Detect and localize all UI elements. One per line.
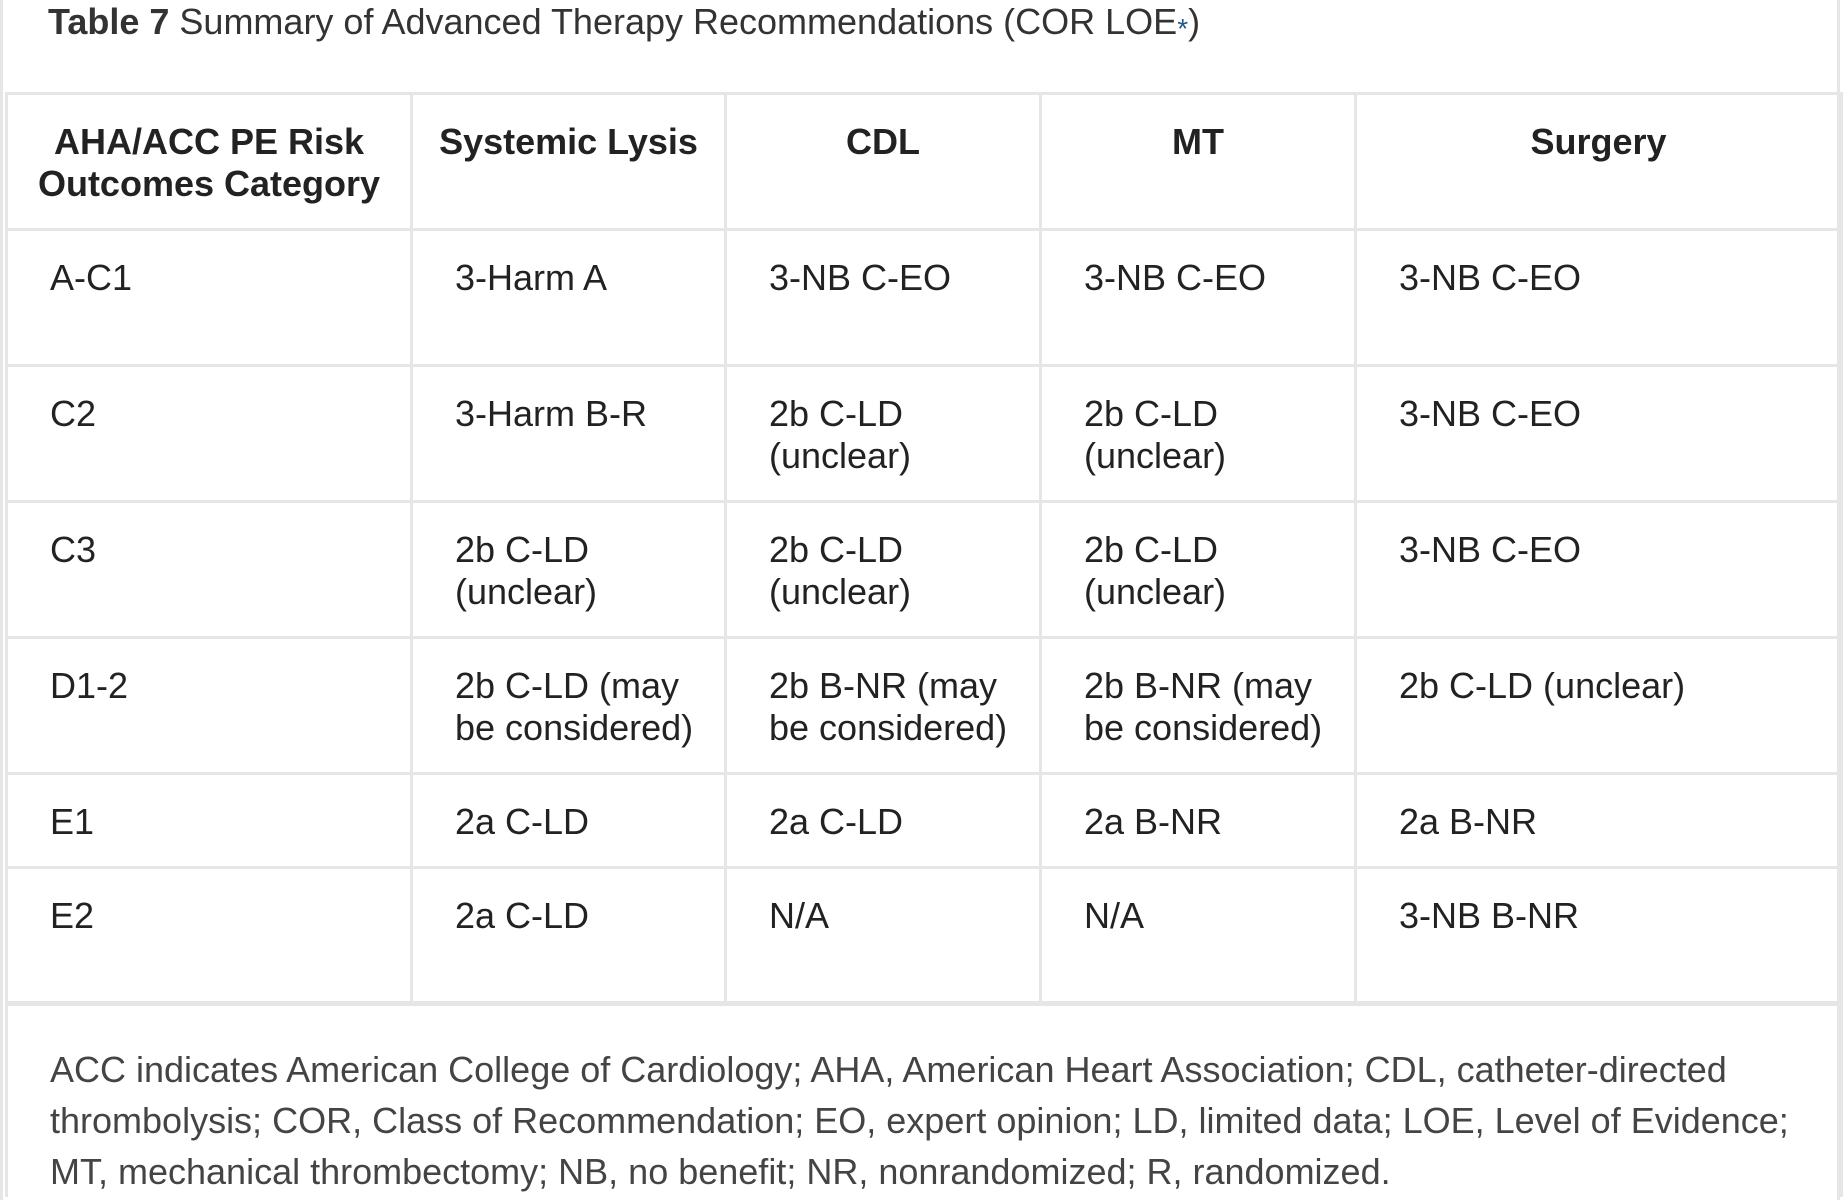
- table-footnote-row: [7, 1004, 1842, 1198]
- cell-systemic-lysis: 3-Harm A: [412, 230, 726, 366]
- cell-surgery: 3-NB C-EO: [1356, 366, 1842, 502]
- cell-mt: 2b C-LD (unclear): [1041, 502, 1356, 638]
- header-systemic-lysis: Systemic Lysis: [412, 94, 726, 230]
- recommendations-table: [5, 92, 1843, 1197]
- cell-systemic-lysis: 2b C-LD (unclear): [412, 502, 726, 638]
- cell-mt: 2b B-NR (may be considered): [1041, 638, 1356, 774]
- header-mt: MT: [1041, 94, 1356, 230]
- cell-systemic-lysis: 2a C-LD: [412, 868, 726, 1004]
- cell-category: E2: [7, 868, 412, 1004]
- table-row: [7, 502, 1842, 638]
- cell-surgery: 3-NB B-NR: [1356, 868, 1842, 1004]
- table-footnote: ACC indicates American College of Cardiology; AHA, American Heart Association; CDL, catheter-directed thrombolysis; COR, Class of Recommendation; EO, expert opinion; LD, limited data; LOE, Level of Evidence; MT, mechanical thrombectomy; NB, no benefit; NR, nonrandomized; R, randomized.: [7, 1004, 1842, 1198]
- table-title: Summary of Advanced Therapy Recommendations (COR LOE: [179, 1, 1178, 42]
- cell-cdl: 2b C-LD (unclear): [726, 366, 1041, 502]
- cell-mt: 2a B-NR: [1041, 774, 1356, 868]
- cell-surgery: 3-NB C-EO: [1356, 230, 1842, 366]
- table-caption: [48, 0, 1200, 44]
- cell-cdl: 3-NB C-EO: [726, 230, 1041, 366]
- cell-cdl: N/A: [726, 868, 1041, 1004]
- cell-mt: 3-NB C-EO: [1041, 230, 1356, 366]
- cell-category: E1: [7, 774, 412, 868]
- table-row: [7, 774, 1842, 868]
- table-row: [7, 230, 1842, 366]
- cell-cdl: 2b B-NR (may be considered): [726, 638, 1041, 774]
- table-title-close: ): [1188, 1, 1201, 42]
- table-header-row: [7, 94, 1842, 230]
- table-number: Table 7: [48, 1, 170, 42]
- table-row: [7, 638, 1842, 774]
- cell-category: C2: [7, 366, 412, 502]
- cell-surgery: 2b C-LD (unclear): [1356, 638, 1842, 774]
- header-surgery: Surgery: [1356, 94, 1842, 230]
- cell-systemic-lysis: 2a C-LD: [412, 774, 726, 868]
- cell-mt: 2b C-LD (unclear): [1041, 366, 1356, 502]
- cell-category: C3: [7, 502, 412, 638]
- footnote-star-link[interactable]: *: [1177, 13, 1189, 44]
- header-cdl: CDL: [726, 94, 1041, 230]
- cell-surgery: 3-NB C-EO: [1356, 502, 1842, 638]
- cell-mt: N/A: [1041, 868, 1356, 1004]
- cell-surgery: 2a B-NR: [1356, 774, 1842, 868]
- cell-category: A-C1: [7, 230, 412, 366]
- cell-cdl: 2a C-LD: [726, 774, 1041, 868]
- cell-category: D1-2: [7, 638, 412, 774]
- table-row: [7, 868, 1842, 1004]
- cell-systemic-lysis: 2b C-LD (may be considered): [412, 638, 726, 774]
- cell-cdl: 2b C-LD (unclear): [726, 502, 1041, 638]
- header-risk-category: AHA/ACC PE Risk Outcomes Category: [7, 94, 412, 230]
- cell-systemic-lysis: 3-Harm B-R: [412, 366, 726, 502]
- table-row: [7, 366, 1842, 502]
